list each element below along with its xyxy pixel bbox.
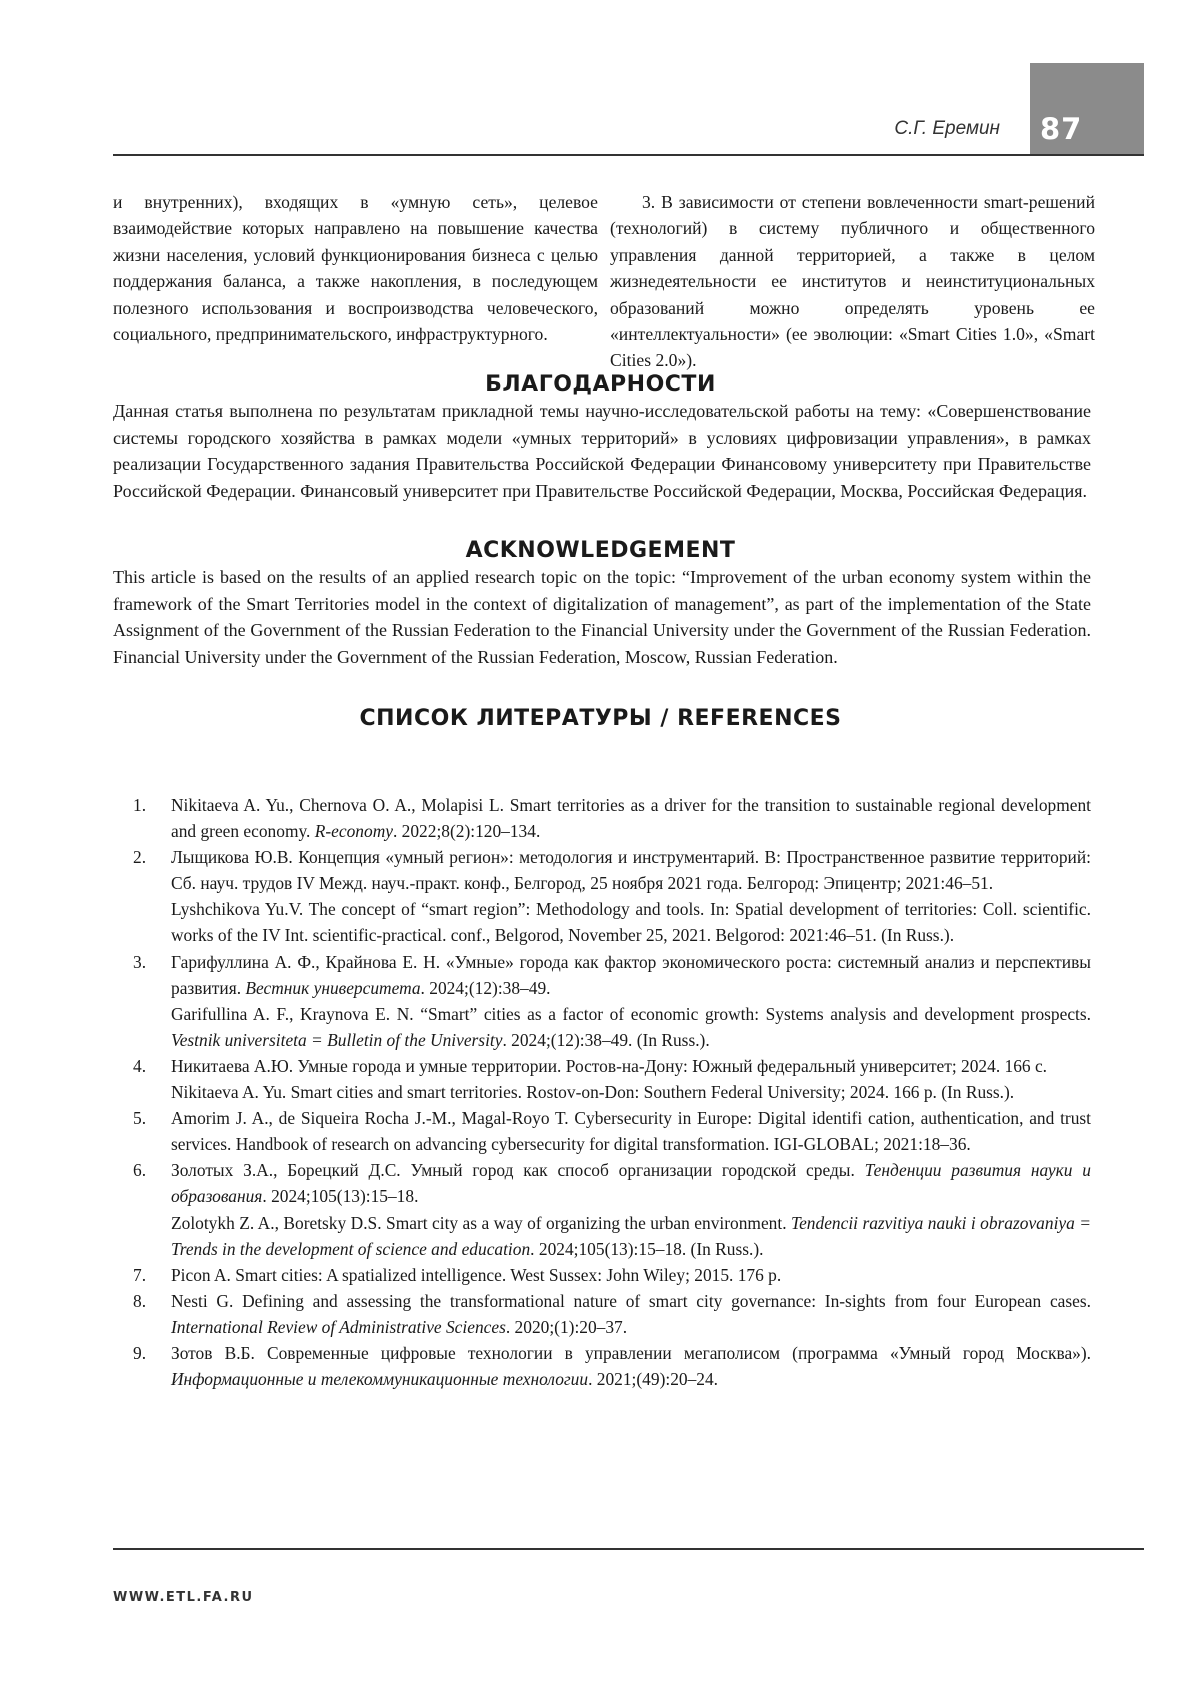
reference-segment: . 2021;(49):20–24.	[588, 1369, 719, 1390]
reference-item	[113, 1105, 1091, 1157]
reference-segment: Золотых З.А., Борецкий Д.С. Умный город как способ организации городской среды.	[171, 1160, 865, 1181]
reference-segment: Nikitaeva A. Yu. Smart cities and smart territories. Rostov-on-Don: Southern Federal University; 2024. 166 p. (In Russ.).	[171, 1082, 1015, 1103]
reference-source-title: Тенденции развития науки и образования	[171, 1160, 1091, 1207]
references-list	[113, 792, 1091, 1392]
reference-text	[171, 1340, 1091, 1392]
reference-source-title: Tendencii razvitiya nauki i obrazovaniya = Trends in the development of science and education	[171, 1212, 1092, 1259]
intro-right-paragraph: 3. В зависимости от степени вовлеченности smart-решений (технологий) в систему публичного и общественного управления данной территорией, а также в целом жизнедеятельности ее институтов и неинституциональных образований можно определять уровень ее «интеллектуальности» (ее эволюции: «Smart Cities 1.0», «Smart Cities 2.0»).	[610, 192, 1095, 371]
reference-item	[113, 1340, 1091, 1392]
footer-rule	[113, 1548, 1144, 1550]
reference-segment: Гарифуллина А. Ф., Крайнова Е. Н. «Умные» города как фактор экономического роста: системный анализ и перспективы развития.	[171, 951, 1091, 998]
reference-item	[113, 844, 1091, 948]
reference-number: 1.	[133, 795, 147, 815]
reference-segment: . 2024;105(13):15–18. (In Russ.).	[530, 1238, 764, 1259]
reference-segment: Garifullina A. F., Kraynova E. N. “Smart” cities as a factor of economic growth: Systems analysis and development prospects.	[171, 1003, 1091, 1024]
reference-number: 4.	[133, 1055, 147, 1076]
running-header-author: С.Г. Еремин	[894, 118, 1000, 139]
reference-text	[171, 1157, 1091, 1209]
reference-number: 3.	[133, 951, 147, 972]
reference-number: 7.	[133, 1264, 147, 1285]
acknowledgement-heading: ACKNOWLEDGEMENT	[465, 538, 736, 563]
reference-segment: Picon A. Smart cities: A spatialized intelligence. West Sussex: John Wiley; 2015. 176 p.	[171, 1264, 782, 1285]
reference-text	[171, 949, 1091, 1001]
thanks-heading: БЛАГОДАРНОСТИ	[485, 372, 716, 397]
footer-url: WWW.ETL.FA.RU	[113, 1590, 254, 1605]
reference-text	[171, 1105, 1091, 1157]
reference-source-title: Информационные и телекоммуникационные технологии	[171, 1369, 589, 1390]
reference-number: 6.	[133, 1160, 147, 1181]
reference-text	[171, 1288, 1091, 1340]
reference-number: 8.	[133, 1290, 147, 1311]
reference-segment: Лыщикова Ю.В. Концепция «умный регион»: методология и инструментарий. В: Пространственное развитие территорий: Сб. науч. трудов IV Межд. науч.-практ. конф., Белгород, 25 ноября 2021 года. Белгород: Эпицентр; 2021:46–51.	[171, 847, 1091, 894]
thanks-text: Данная статья выполнена по результатам прикладной темы научно-исследовательской работы на тему: «Совершенствование системы городского хозяйства в рамках модели «умных территорий» в условиях цифровизации управления», в рамках реализации Государственного задания Правительства Российской Федерации Финансовому университету при Правительстве Российской Федерации. Финансовый университет при Правительстве Российской Федерации, Москва, Российская Федерация.	[113, 401, 1091, 501]
reference-text	[171, 792, 1091, 844]
reference-segment: . 2024;105(13):15–18.	[262, 1186, 419, 1207]
header-rule	[113, 154, 1144, 156]
reference-item	[113, 949, 1091, 1053]
reference-segment: Никитаева А.Ю. Умные города и умные территории. Ростов-на-Дону: Южный федеральный университет; 2024. 166 с.	[171, 1055, 1048, 1076]
reference-number: 2.	[133, 847, 147, 868]
reference-segment: Lyshchikova Yu.V. The concept of “smart region”: Methodology and tools. In: Spatial development of territories: Coll. scientific. works of the IV Int. scientific-practical. conf., Belgorod, November 25, 2021. Belgorod: 2021:46–51. (In Russ.).	[171, 899, 1091, 946]
reference-item	[113, 1157, 1091, 1261]
reference-segment: . 2024;(12):38–49. (In Russ.).	[502, 1029, 710, 1050]
reference-text	[171, 1079, 1091, 1105]
reference-text	[171, 1053, 1091, 1079]
reference-text	[171, 896, 1091, 948]
reference-text	[171, 1001, 1091, 1053]
reference-segment: Nesti G. Defining and assessing the transformational nature of smart city governance: In-sights from four European cases.	[171, 1290, 1091, 1311]
reference-text	[171, 1210, 1091, 1262]
reference-segment: Зотов В.Б. Современные цифровые технологии в управлении мегаполисом (программа «Умный город Москва»).	[171, 1342, 1091, 1363]
intro-left-paragraph: и внутренних), входящих в «умную сеть», целевое взаимодействие которых направлено на повышение качества жизни населения, условий функционирования бизнеса с целью поддержания баланса, а также накопления, в последующем полезного использования и воспроизводства человеческого, социального, предпринимательского, инфраструктурного.	[113, 192, 598, 345]
reference-item	[113, 1288, 1091, 1340]
reference-segment: . 2024;(12):38–49.	[420, 977, 551, 998]
reference-segment: Amorim J. A., de Siqueira Rocha J.-M., Magal-Royo T. Cybersecurity in Europe: Digital identifi cation, authentication, and trust services. Handbook of research on advancing cybersecurity for digital transformation. IGI-GLOBAL; 2021:18–36.	[171, 1108, 1091, 1155]
references-heading: СПИСОК ЛИТЕРАТУРЫ / REFERENCES	[359, 706, 842, 731]
acknowledgement-text: This article is based on the results of an applied research topic on the topic: “Improvement of the urban economy system within the framework of the Smart Territories model in the context of digitalization of management”, as part of the implementation of the State Assignment of the Government of the Russian Federation to the Financial University under the Government of the Russian Federation. Financial University under the Government of the Russian Federation, Moscow, Russian Federation.	[113, 567, 1091, 667]
reference-source-title: Вестник университета	[245, 977, 421, 998]
reference-item	[113, 792, 1091, 844]
reference-segment: . 2020;(1):20–37.	[505, 1316, 628, 1337]
reference-item	[113, 1262, 1091, 1288]
intro-left-column	[113, 189, 598, 347]
reference-segment: Nikitaeva A. Yu., Chernova O. A., Molapisi L. Smart territories as a driver for the transition to sustainable regional development and green economy.	[171, 795, 1091, 842]
intro-right-column	[610, 189, 1095, 374]
reference-segment: . 2022;8(2):120–134.	[392, 821, 541, 842]
reference-number: 5.	[133, 1108, 147, 1129]
page-number: 87	[1040, 112, 1083, 146]
reference-segment: Zolotykh Z. A., Boretsky D.S. Smart city as a way of organizing the urban environment.	[171, 1212, 792, 1233]
reference-number: 9.	[133, 1342, 147, 1363]
reference-source-title: International Review of Administrative Sciences	[171, 1316, 506, 1337]
reference-text	[171, 1262, 1091, 1288]
reference-source-title: R-economy	[314, 821, 393, 842]
reference-source-title: Vestnik universiteta = Bulletin of the University	[171, 1029, 503, 1050]
reference-item	[113, 1053, 1091, 1105]
reference-text	[171, 844, 1091, 896]
